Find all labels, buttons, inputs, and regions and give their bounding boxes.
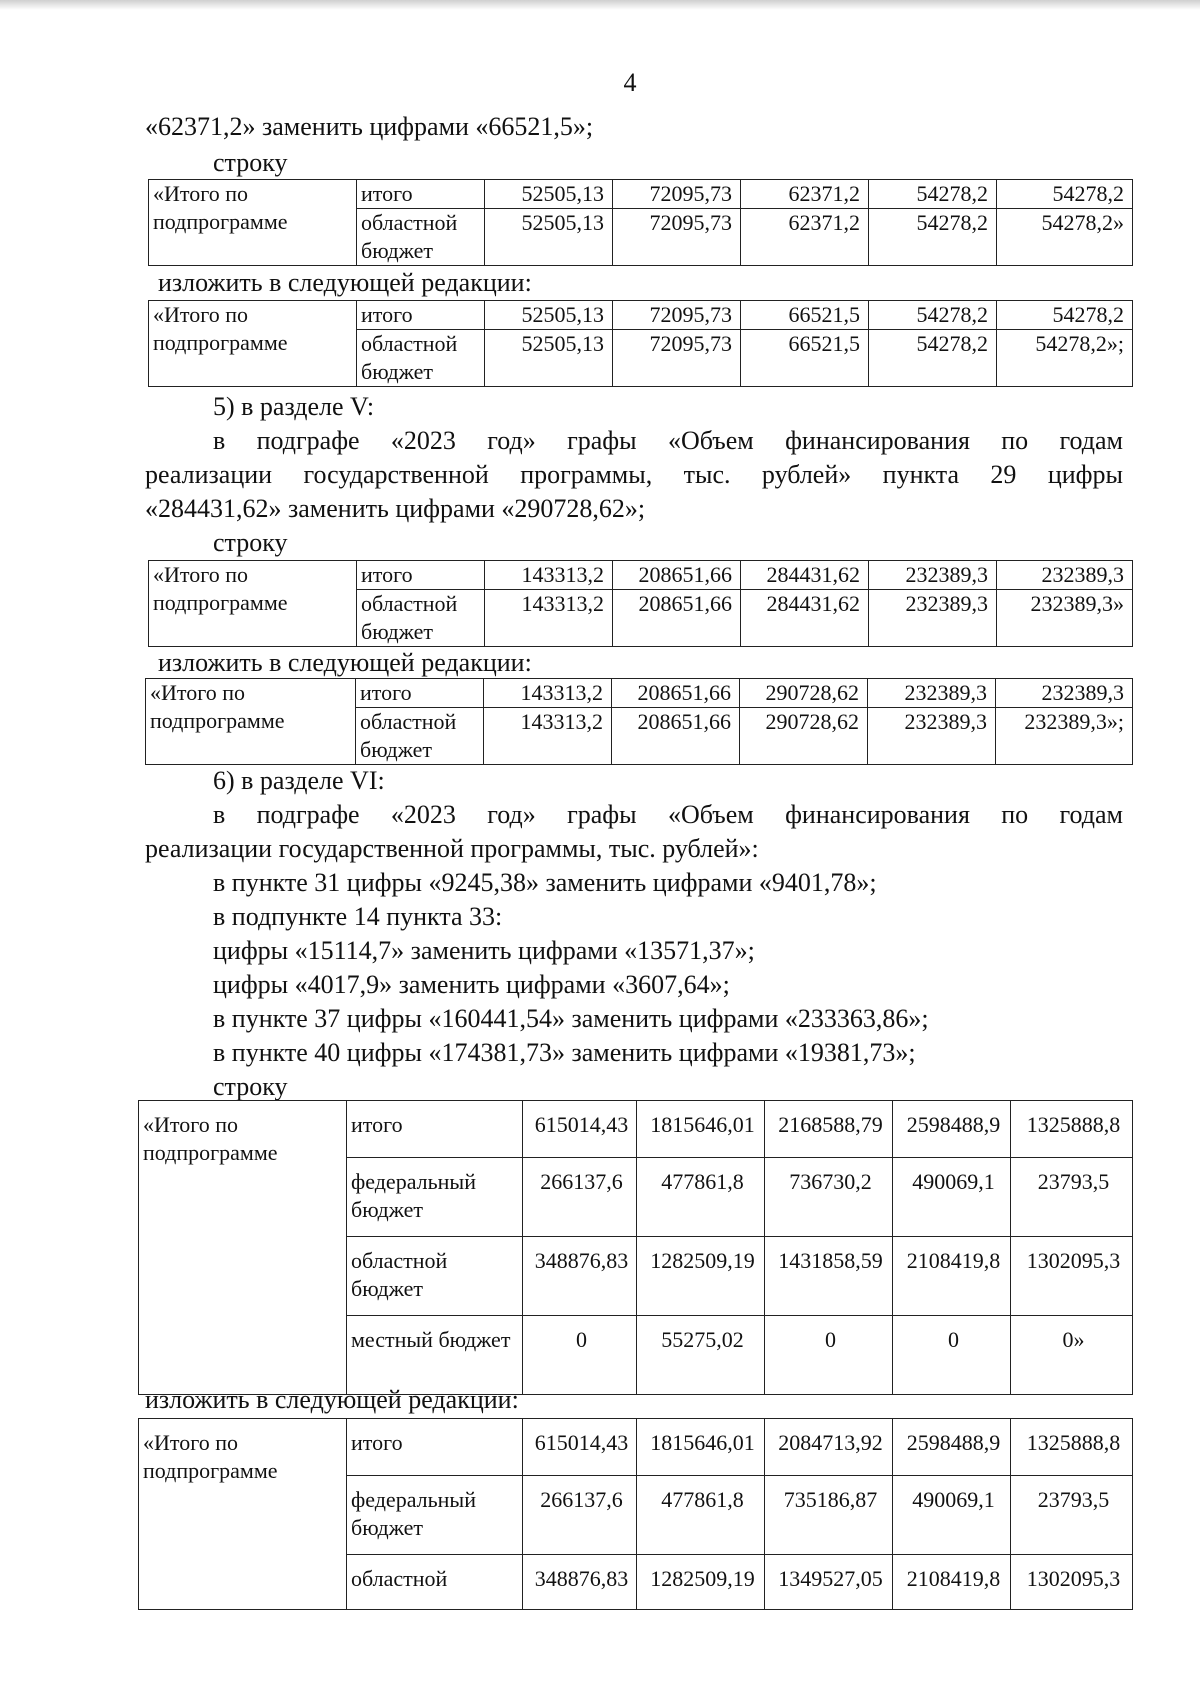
table-cell: 55275,02	[637, 1316, 765, 1395]
table-cell: 54278,2	[997, 301, 1133, 330]
text-line: изложить в следующей редакции:	[158, 648, 532, 677]
amendment-table-1	[148, 179, 1133, 266]
row-type: областной бюджет	[357, 590, 485, 647]
table-cell: 232389,3»;	[996, 708, 1133, 765]
table-cell: 208651,66	[613, 561, 741, 590]
table-cell: 52505,13	[485, 209, 613, 266]
row-label: «Итого по подпрограмме	[149, 301, 357, 387]
table-cell: 2084713,92	[765, 1419, 893, 1476]
amendment-table-3	[148, 560, 1133, 647]
amendment-table-6	[138, 1418, 1133, 1610]
table-cell: 490069,1	[893, 1158, 1011, 1237]
table-cell: 284431,62	[741, 590, 869, 647]
text-line: строку	[213, 528, 288, 557]
table-cell: 1302095,3	[1011, 1237, 1133, 1316]
text-line: 6) в разделе VI:	[213, 766, 385, 795]
text-line: изложить в следующей редакции:	[158, 268, 532, 297]
table-cell: 232389,3	[868, 708, 996, 765]
table-cell: 1282509,19	[637, 1555, 765, 1610]
table-cell: 348876,83	[523, 1237, 637, 1316]
row-label: «Итого по подпрограмме	[139, 1101, 347, 1395]
table-cell: 62371,2	[741, 180, 869, 209]
table-cell: 2598488,9	[893, 1419, 1011, 1476]
row-type: итого	[357, 180, 485, 209]
row-label: «Итого по подпрограмме	[139, 1419, 347, 1610]
table-cell: 54278,2	[869, 180, 997, 209]
row-label: «Итого по подпрограмме	[149, 561, 357, 647]
table-cell: 290728,62	[740, 708, 868, 765]
text-line: в подпункте 14 пункта 33:	[213, 902, 503, 931]
text-line: цифры «15114,7» заменить цифрами «13571,37»;	[213, 936, 755, 965]
table-cell: 52505,13	[485, 301, 613, 330]
row-type: областной бюджет	[357, 330, 485, 387]
amendment-table-2	[148, 300, 1133, 387]
table-cell: 284431,62	[741, 561, 869, 590]
table-cell: 477861,8	[637, 1476, 765, 1555]
table-row	[139, 1419, 1133, 1476]
row-type: областной бюджет	[356, 708, 484, 765]
row-type: областной	[347, 1555, 523, 1610]
row-label: «Итого по подпрограмме	[149, 180, 357, 266]
text-line: реализации государственной программы, тыс. рублей»:	[145, 834, 759, 863]
table-cell: 72095,73	[613, 180, 741, 209]
table-cell: 143313,2	[484, 679, 612, 708]
page-number: 4	[623, 68, 637, 97]
amendment-table-4	[145, 678, 1133, 765]
table-cell: 208651,66	[612, 708, 740, 765]
table-cell: 266137,6	[523, 1476, 637, 1555]
text-line: в пункте 40 цифры «174381,73» заменить цифрами «19381,73»;	[213, 1038, 916, 1067]
table-cell: 66521,5	[741, 301, 869, 330]
row-type: итого	[357, 561, 485, 590]
table-cell: 477861,8	[637, 1158, 765, 1237]
text-line: в подграфе «2023 год» графы «Объем финансирования по годам	[213, 426, 1123, 455]
table-cell: 232389,3	[996, 679, 1133, 708]
table-row	[146, 679, 1133, 708]
text-line: реализации государственной программы, тыс. рублей» пункта 29 цифры	[145, 460, 1123, 489]
table-row	[149, 301, 1133, 330]
table-cell: 1282509,19	[637, 1237, 765, 1316]
table-cell: 615014,43	[523, 1419, 637, 1476]
amendment-table-5	[138, 1100, 1133, 1395]
table-cell: 232389,3	[997, 561, 1133, 590]
table-cell: 143313,2	[485, 561, 613, 590]
text-line: цифры «4017,9» заменить цифрами «3607,64»;	[213, 970, 730, 999]
table-cell: 54278,2»	[997, 209, 1133, 266]
table-cell: 232389,3	[869, 590, 997, 647]
table-cell: 1815646,01	[637, 1419, 765, 1476]
table-cell: 208651,66	[612, 679, 740, 708]
table-cell: 735186,87	[765, 1476, 893, 1555]
table-cell: 0	[893, 1316, 1011, 1395]
table-cell: 1815646,01	[637, 1101, 765, 1158]
table-cell: 72095,73	[613, 209, 741, 266]
text-line: в пункте 37 цифры «160441,54» заменить цифрами «233363,86»;	[213, 1004, 929, 1033]
table-cell: 54278,2»;	[997, 330, 1133, 387]
table-cell: 54278,2	[869, 301, 997, 330]
row-type: областной бюджет	[347, 1237, 523, 1316]
row-type: федеральный бюджет	[347, 1476, 523, 1555]
table-cell: 290728,62	[740, 679, 868, 708]
table-cell: 1431858,59	[765, 1237, 893, 1316]
table-cell: 54278,2	[869, 330, 997, 387]
text-line: строку	[213, 148, 288, 177]
table-cell: 615014,43	[523, 1101, 637, 1158]
row-type: итого	[347, 1101, 523, 1158]
text-line: в пункте 31 цифры «9245,38» заменить цифрами «9401,78»;	[213, 868, 877, 897]
table-cell: 72095,73	[613, 330, 741, 387]
table-cell: 143313,2	[484, 708, 612, 765]
table-row	[149, 180, 1133, 209]
table-cell: 72095,73	[613, 301, 741, 330]
text-line: «284431,62» заменить цифрами «290728,62»;	[145, 494, 646, 523]
table-cell: 490069,1	[893, 1476, 1011, 1555]
table-cell: 0»	[1011, 1316, 1133, 1395]
table-cell: 232389,3»	[997, 590, 1133, 647]
row-type: итого	[356, 679, 484, 708]
table-cell: 1325888,8	[1011, 1419, 1133, 1476]
table-cell: 0	[765, 1316, 893, 1395]
table-cell: 2168588,79	[765, 1101, 893, 1158]
row-type: областной бюджет	[357, 209, 485, 266]
text-line: 5) в разделе V:	[213, 392, 375, 421]
table-cell: 232389,3	[869, 561, 997, 590]
table-cell: 66521,5	[741, 330, 869, 387]
text-line: «62371,2» заменить цифрами «66521,5»;	[145, 112, 594, 141]
table-cell: 232389,3	[868, 679, 996, 708]
text-line: строку	[213, 1072, 288, 1101]
table-cell: 1325888,8	[1011, 1101, 1133, 1158]
table-cell: 208651,66	[613, 590, 741, 647]
table-cell: 0	[523, 1316, 637, 1395]
row-type: итого	[347, 1419, 523, 1476]
table-cell: 62371,2	[741, 209, 869, 266]
table-cell: 52505,13	[485, 180, 613, 209]
table-cell: 52505,13	[485, 330, 613, 387]
table-row	[139, 1101, 1133, 1158]
scan-edge	[0, 0, 1200, 10]
table-cell: 1302095,3	[1011, 1555, 1133, 1610]
table-cell: 23793,5	[1011, 1476, 1133, 1555]
table-cell: 348876,83	[523, 1555, 637, 1610]
table-cell: 736730,2	[765, 1158, 893, 1237]
text-line: в подграфе «2023 год» графы «Объем финансирования по годам	[213, 800, 1123, 829]
table-cell: 54278,2	[997, 180, 1133, 209]
table-cell: 23793,5	[1011, 1158, 1133, 1237]
row-type: итого	[357, 301, 485, 330]
table-cell: 2108419,8	[893, 1237, 1011, 1316]
row-label: «Итого по подпрограмме	[146, 679, 356, 765]
row-type: федеральный бюджет	[347, 1158, 523, 1237]
table-cell: 54278,2	[869, 209, 997, 266]
row-type: местный бюджет	[347, 1316, 523, 1395]
table-cell: 2108419,8	[893, 1555, 1011, 1610]
table-cell: 143313,2	[485, 590, 613, 647]
table-cell: 266137,6	[523, 1158, 637, 1237]
text-line: изложить в следующей редакции:	[145, 1385, 519, 1414]
table-cell: 2598488,9	[893, 1101, 1011, 1158]
table-cell: 1349527,05	[765, 1555, 893, 1610]
table-row	[149, 561, 1133, 590]
